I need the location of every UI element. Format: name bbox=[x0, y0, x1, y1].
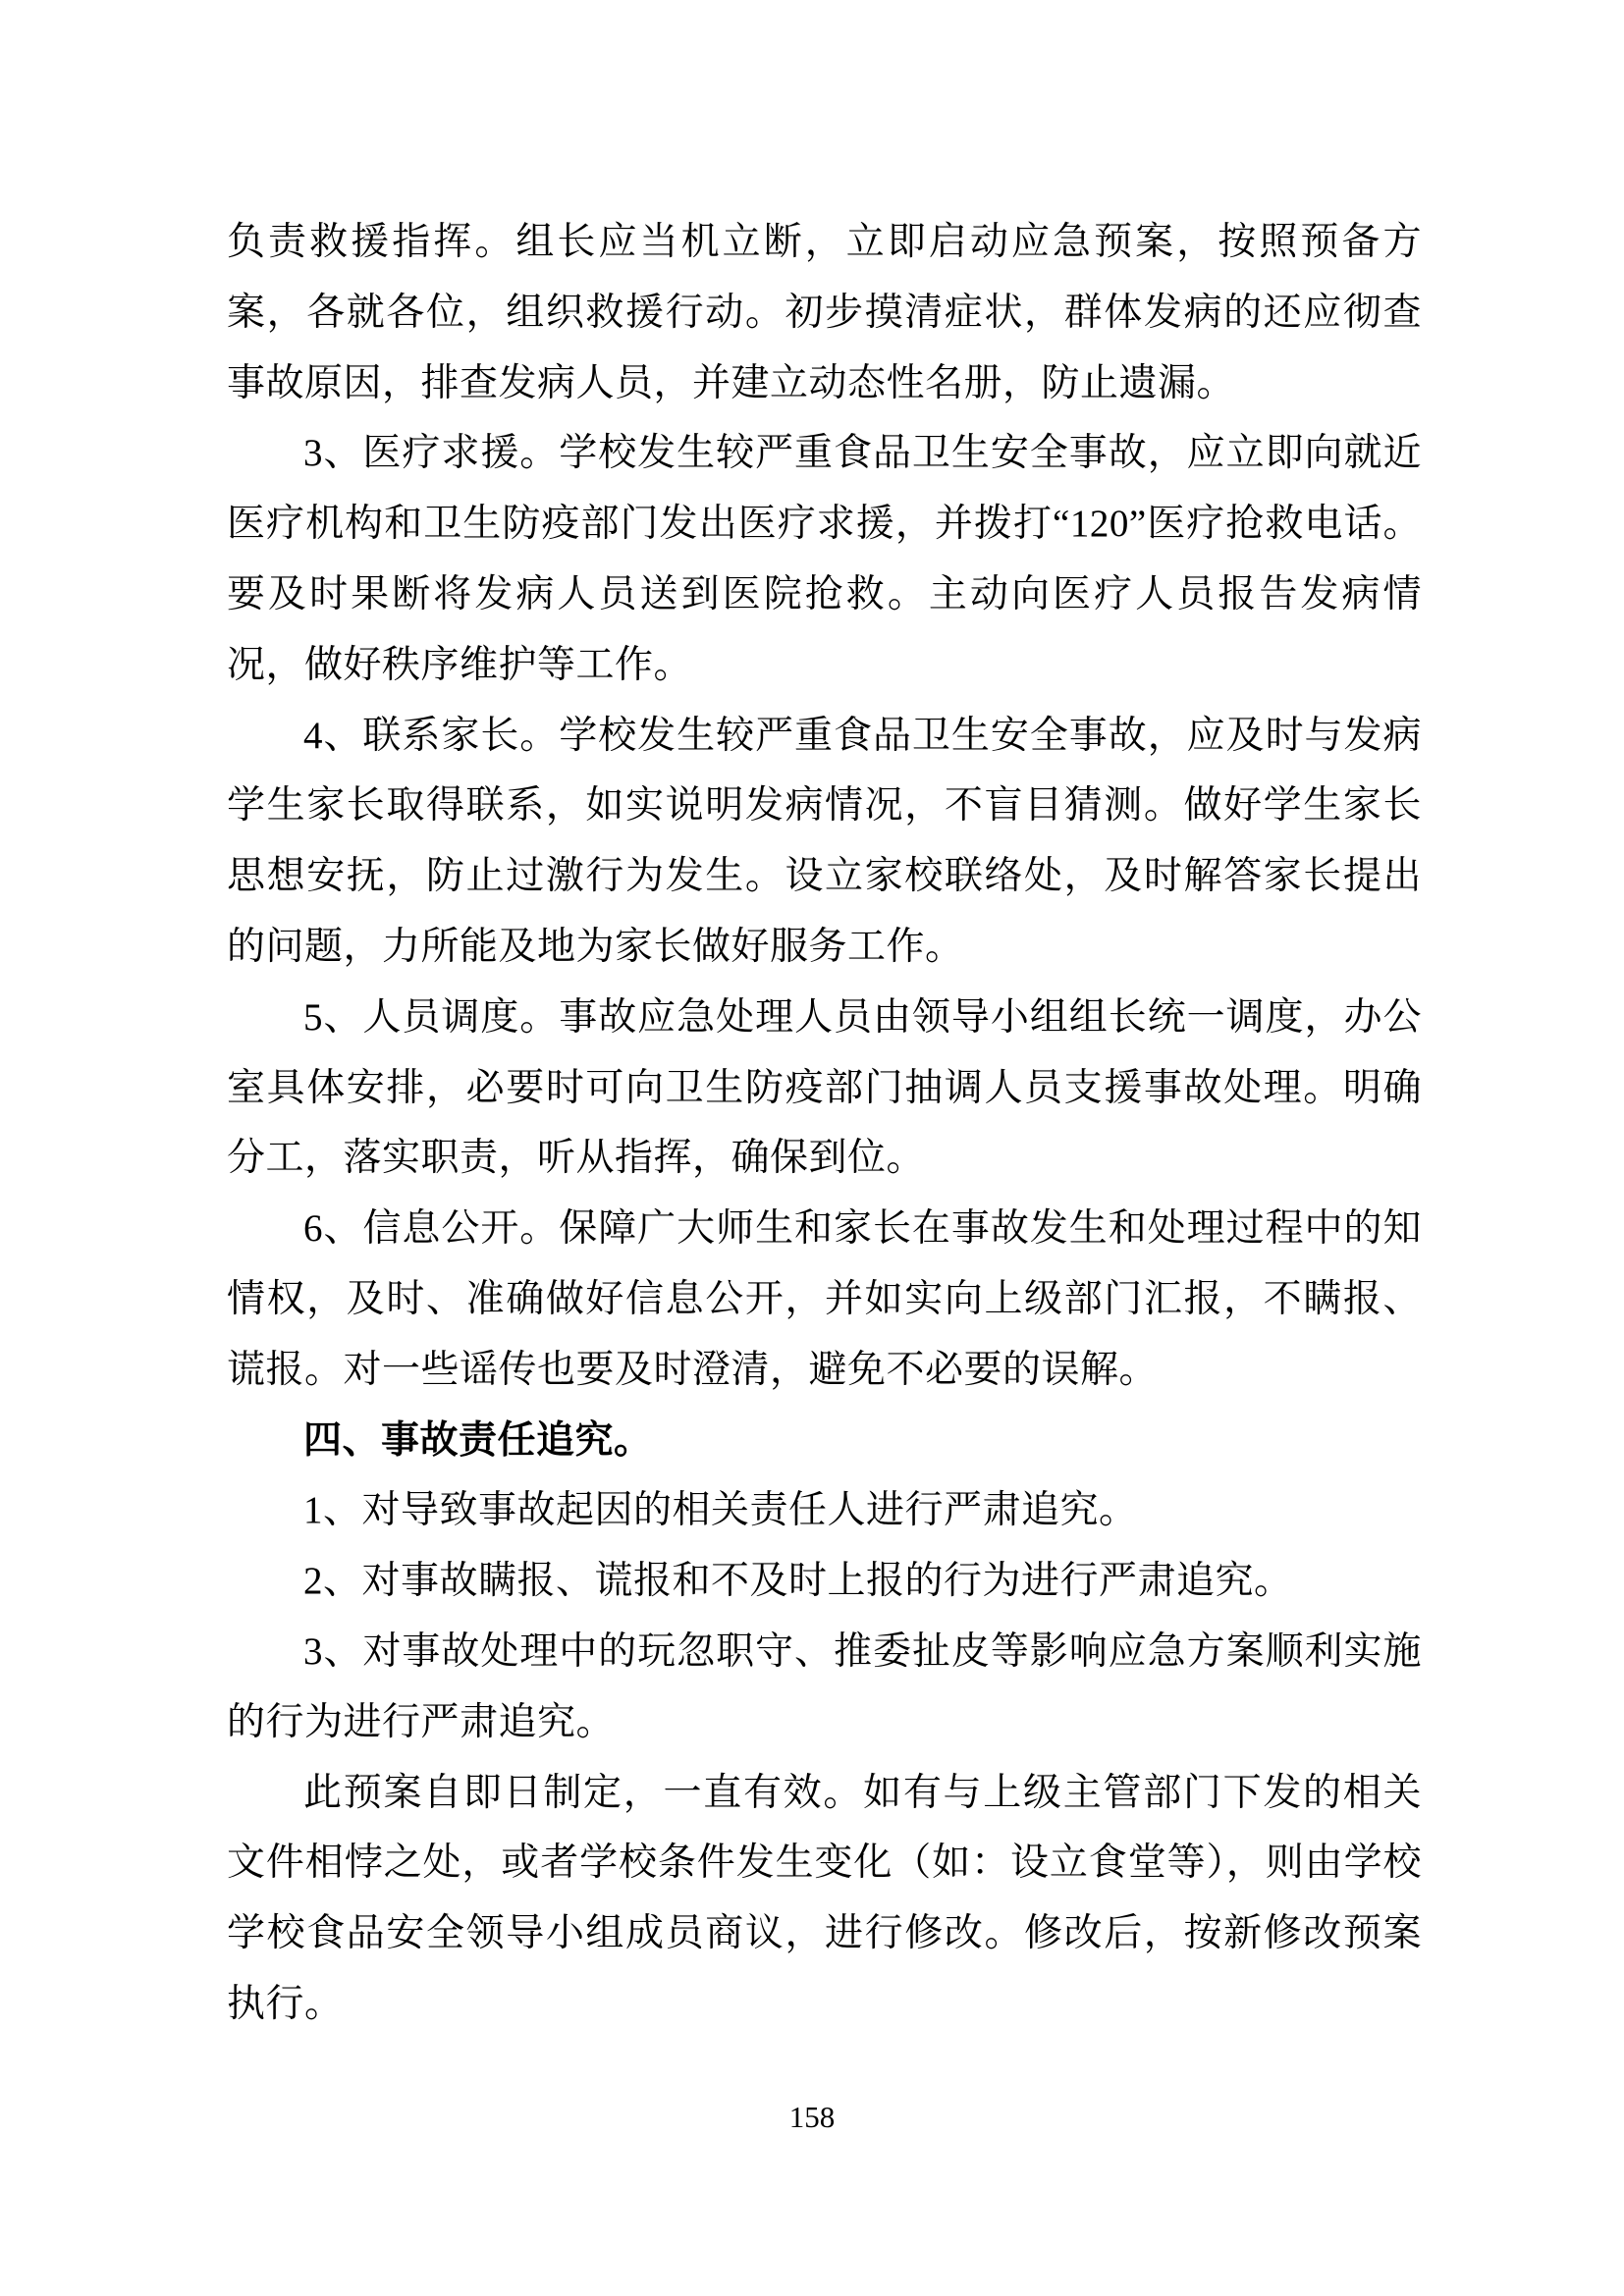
document-body bbox=[227, 207, 1422, 2040]
paragraph-accountability-1: 1、对导致事故起因的相关责任人进行严肃追究。 bbox=[303, 1489, 1138, 1532]
paragraph-continuation: 负责救援指挥。组长应当机立断，立即启动应急预案，按照预备方案，各就各位，组织救援行动。初步摸清症状，群体发病的还应彻查事故原因，排查发病人员，并建立动态性名册，防止遗漏。 bbox=[227, 221, 1422, 404]
paragraph-information-disclosure: 6、信息公开。保障广大师生和家长在事故发生和处理过程中的知情权，及时、准确做好信息公开，并如实向上级部门汇报，不瞒报、谎报。对一些谣传也要及时澄清，避免不必要的误解。 bbox=[227, 1207, 1422, 1391]
paragraph-effective-clause: 此预案自即日制定，一直有效。如有与上级主管部门下发的相关文件相悖之处，或者学校条件发生变化（如：设立食堂等），则由学校学校食品安全领导小组成员商议，进行修改。修改后，按新修改预案执行。 bbox=[227, 1771, 1422, 2025]
paragraph-accountability-2: 2、对事故瞒报、谎报和不及时上报的行为进行严肃追究。 bbox=[303, 1560, 1293, 1603]
page-number: 158 bbox=[788, 2100, 836, 2134]
paragraph-contact-parents: 4、联系家长。学校发生较严重食品卫生安全事故，应及时与发病学生家长取得联系，如实说明发病情况，不盲目猜测。做好学生家长思想安抚，防止过激行为发生。设立家校联络处，及时解答家长提出的问题，力所能及地为家长做好服务工作。 bbox=[227, 714, 1422, 968]
paragraph-accountability-3: 3、对事故处理中的玩忽职守、推委扯皮等影响应急方案顺利实施的行为进行严肃追究。 bbox=[227, 1629, 1422, 1743]
heading-accident-accountability: 四、事故责任追究。 bbox=[303, 1418, 653, 1462]
paragraph-medical-rescue: 3、医疗求援。学校发生较严重食品卫生安全事故，应立即向就近医疗机构和卫生防疫部门发出医疗求援，并拨打“120”医疗抢救电话。要及时果断将发病人员送到医院抢救。主动向医疗人员报告发病情况，做好秩序维护等工作。 bbox=[227, 432, 1422, 686]
paragraph-personnel-dispatch: 5、人员调度。事故应急处理人员由领导小组组长统一调度，办公室具体安排，必要时可向卫生防疫部门抽调人员支援事故处理。明确分工，落实职责，听从指挥，确保到位。 bbox=[227, 995, 1422, 1180]
